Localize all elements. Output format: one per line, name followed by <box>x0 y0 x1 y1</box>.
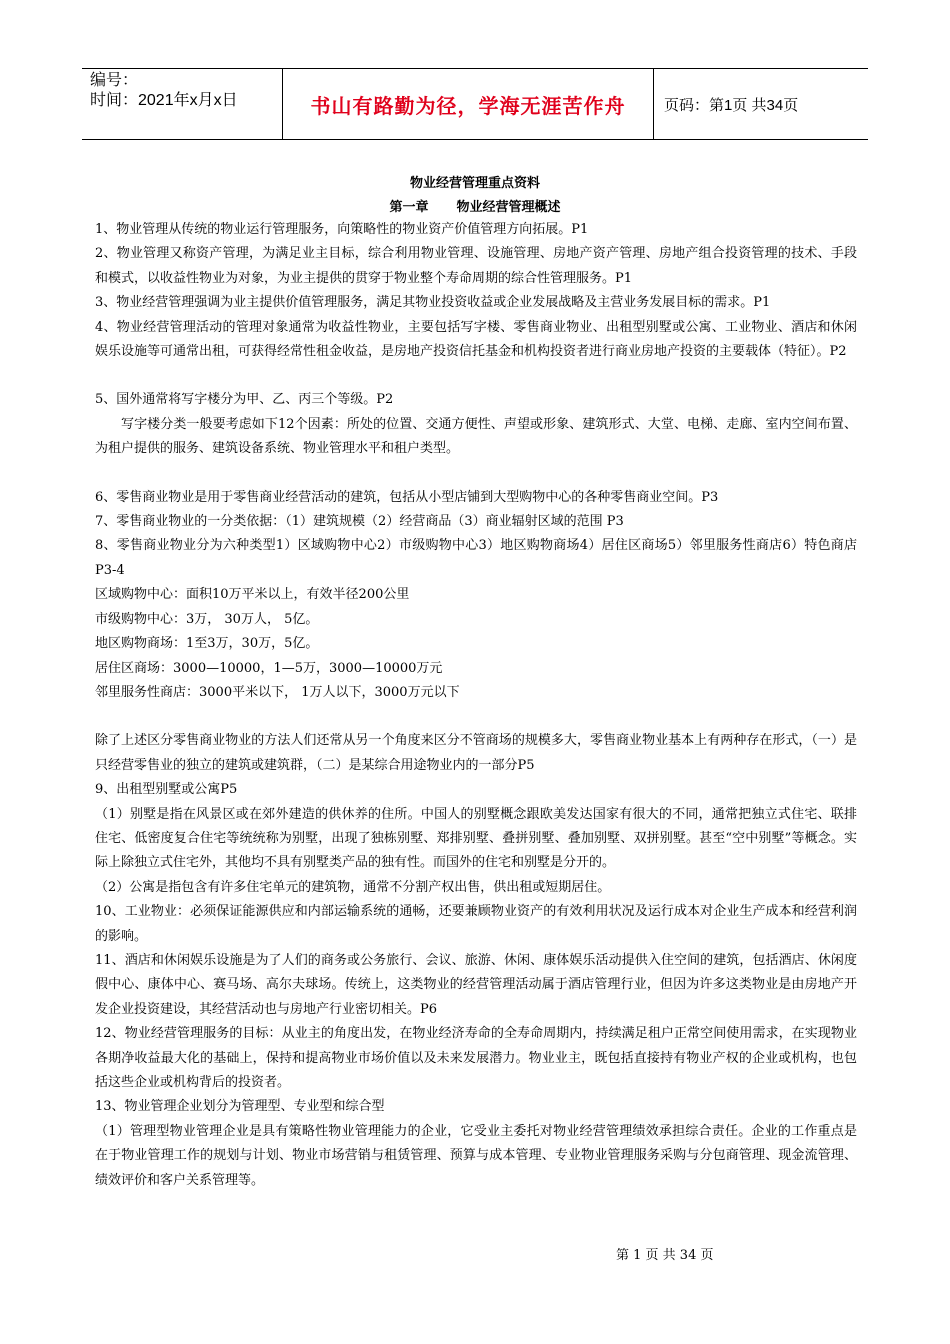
paragraph: 1、物业管理从传统的物业运行管理服务，向策略性的物业资产价值管理方向拓展。P1 <box>95 222 589 237</box>
paragraph: 市级购物中心：3万， 30万人， 5亿。 <box>95 611 319 627</box>
paragraph: （1）别墅是指在风景区或在郊外建造的供休养的住所。中国人的别墅概念跟欧美发达国家有很大的不同，通常把独立式住宅、联排住宅、低密度复合住宅等统统称为别墅，出现了独栋别墅、郑排别墅、叠拼别墅、叠加别墅、双拼别墅。甚至“空中别墅”等概念。实际上除独立式住宅外，其他均不具有别墅类产品的独有性。而国外的住宅和别墅是分开的。 <box>95 806 857 871</box>
paragraph: 12、物业经营管理服务的目标：从业主的角度出发，在物业经济寿命的全寿命周期内，持续满足租户正常空间使用需求，在实现物业各期净收益最大化的基础上，保持和提高物业市场价值以及未来发展潜力。物业业主，既包括直接持有物业产权的企业或机构，也包括这些企业或机构背后的投资者。 <box>95 1026 857 1090</box>
paragraph: （1）管理型物业管理企业是具有策略性物业管理能力的企业，它受业主委托对物业经营管理绩效承担综合责任。企业的工作重点是在于物业管理工作的规划与计划、物业市场营销与租赁管理、预算与成本管理、专业物业管理服务采购与分包商管理、现金流管理、绩效评价和客户关系管理等。 <box>95 1123 857 1188</box>
chapter-name: 物业经营管理概述 <box>456 200 561 215</box>
paragraph: 区域购物中心：面积10万平米以上，有效半径200公里 <box>95 587 410 603</box>
paragraph: 9、出租型别墅或公寓P5 <box>95 782 238 798</box>
blank-line <box>95 705 857 729</box>
paragraph: 5、国外通常将写字楼分为甲、乙、丙三个等级。P2 <box>95 392 394 408</box>
paragraph: 3、物业经营管理强调为业主提供价值管理服务，满足其物业投资收益或企业发展战略及主营业务发展目标的需求。P1 <box>95 295 771 311</box>
number-label: 编号： <box>90 72 139 89</box>
date-label: 时间：2021年x月x日 <box>90 92 238 109</box>
paragraph: 11、酒店和休闲娱乐设施是为了人们的商务或公务旅行、会议、旅游、休闲、康体娱乐活动提供入住空间的建筑，包括酒店、休闲度假中心、康体中心、赛马场、高尔夫球场。传统上，这类物业的经营管理活动属于酒店管理行业，但因为许多这类物业是由房地产开发企业投资建设，其经营活动也与房地产行业密切相关。P6 <box>95 952 857 1017</box>
paragraph: （2）公寓是指包含有许多住宅单元的建筑物，通常不分割产权出售，供出租或短期居住。 <box>95 879 611 895</box>
paragraph: 4、物业经营管理活动的管理对象通常为收益性物业，主要包括写字楼、零售商业物业、出租型别墅或公寓、工业物业、酒店和休闲娱乐设施等可通常出租，可获得经常性租金收益，是房地产投资信托基金和机构投资者进行商业房地产投资的主要载体（特征）。P2 <box>95 319 857 360</box>
document-body <box>95 218 857 1193</box>
paragraph: 居住区商场：3000—10000，1—5万，3000—10000万元 <box>95 660 443 676</box>
header-left-cell <box>82 69 282 139</box>
paragraph: 地区购物商场：1至3万，30万，5亿。 <box>95 636 319 652</box>
paragraph: 8、零售商业物业分为六种类型1）区域购物中心2）市级购物中心3）地区购物商场4）居住区商场5）邻里服务性商店6）特色商店P3-4 <box>95 538 857 578</box>
paragraph: 10、工业物业：必须保证能源供应和内部运输系统的通畅，还要兼顾物业资产的有效利用状况及运行成本对企业生产成本和经营利润的影响。 <box>95 904 857 944</box>
blank-line <box>95 364 857 388</box>
paragraph: 7、零售商业物业的一分类依据：（1）建筑规模（2）经营商品（3）商业辐射区域的范围 P3 <box>95 514 624 530</box>
chapter-title <box>0 196 950 215</box>
paragraph: 13、物业管理企业划分为管理型、专业型和综合型 <box>95 1099 385 1115</box>
motto: 书山有路勤为径，学海无涯苦作舟 <box>282 69 654 139</box>
paragraph: 除了上述区分零售商业物业的方法人们还常从另一个角度来区分不管商场的规模多大，零售商业物业基本上有两种存在形式，（一）是只经营零售业的独立的建筑或建筑群，（二）是某综合用途物业内的一部分P5 <box>95 733 857 773</box>
blank-line <box>95 462 857 486</box>
page-label: 页码：第1页 共34页 <box>664 96 799 114</box>
paragraph: 邻里服务性商店：3000平米以下， 1万人以下，3000万元以下 <box>95 684 460 700</box>
page-footer: 第 1 页 共 34 页 <box>616 1248 714 1263</box>
paragraph: 写字楼分类一般要考虑如下12个因素：所处的位置、交通方便性、声望或形象、建筑形式、大堂、电梯、走廊、室内空间布置、为租户提供的服务、建筑设备系统、物业管理水平和租户类型。 <box>95 416 857 457</box>
chapter-number: 第一章 <box>389 200 429 215</box>
paragraph: 2、物业管理又称资产管理，为满足业主目标，综合利用物业管理、设施管理、房地产资产管理、房地产组合投资管理的技术、手段和模式，以收益性物业为对象，为业主提供的贯穿于物业整个寿命周期的综合性管理服务。P1 <box>95 246 857 286</box>
header-table <box>82 68 868 140</box>
doc-title: 物业经营管理重点资料 <box>409 176 540 191</box>
paragraph: 6、零售商业物业是用于零售商业经营活动的建筑，包括从小型店铺到大型购物中心的各种零售商业空间。P3 <box>95 489 719 505</box>
